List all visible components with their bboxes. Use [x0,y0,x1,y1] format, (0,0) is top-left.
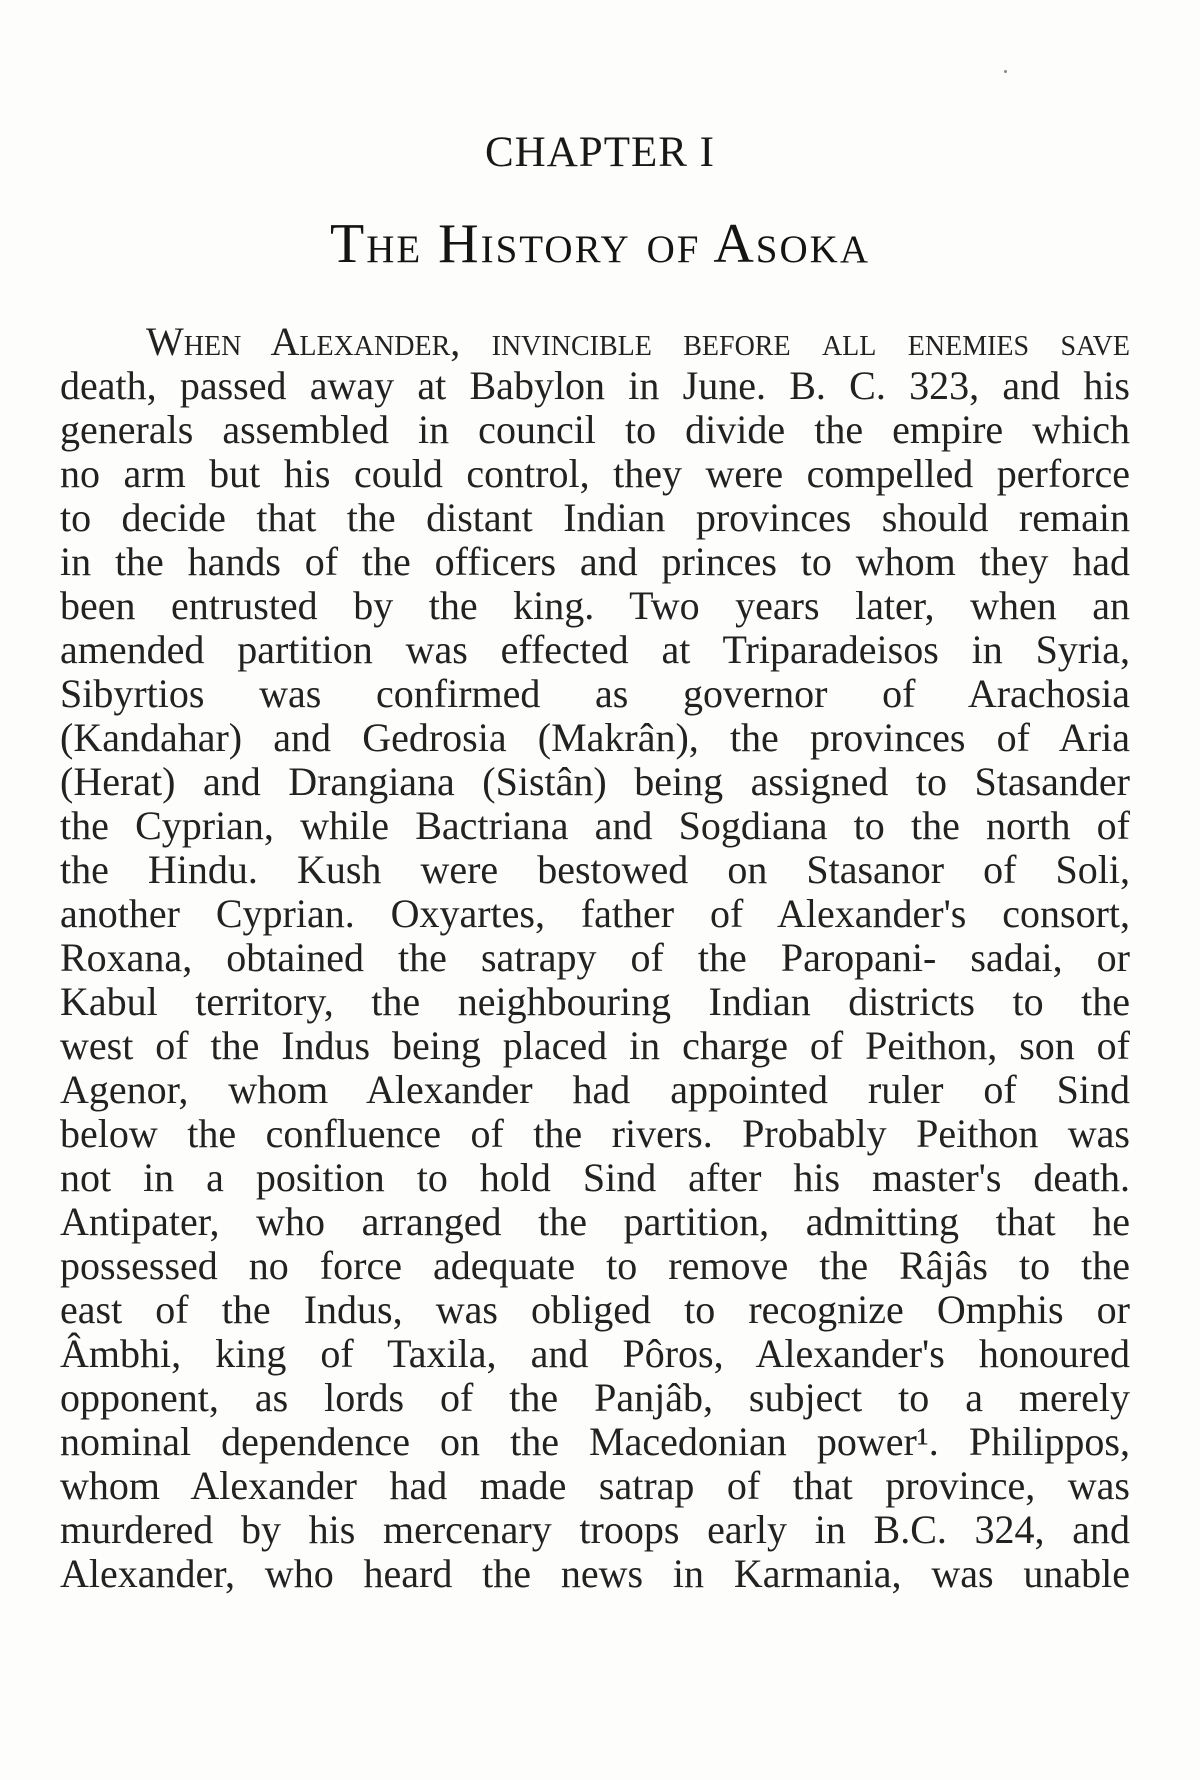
text-line: Âmbhi, king of Taxila, and Pôros, Alexander's honoured [60,1331,1130,1376]
text-line: Agenor, whom Alexander had appointed ruler of Sind [60,1067,1130,1112]
text-line: east of the Indus, was obliged to recognize Omphis or [60,1287,1130,1332]
text-line: Kabul territory, the neighbouring Indian districts to the [60,979,1130,1024]
text-line: (Herat) and Drangiana (Sistân) being assigned to Stasander [60,759,1130,804]
text-line: death, passed away at Babylon in June. B. C. 323, and his [60,363,1130,408]
text-line: Sibyrtios was confirmed as governor of Arachosia [60,671,1130,716]
text-line: opponent, as lords of the Panjâb, subject to a merely [60,1375,1130,1420]
text-line: west of the Indus being placed in charge of Peithon, son of [60,1023,1130,1068]
text-line: Antipater, who arranged the partition, admitting that he [60,1199,1130,1244]
text-line: possessed no force adequate to remove the Râjâs to the [60,1243,1130,1288]
chapter-title: The History of Asoka [329,213,870,275]
opening-line: When Alexander, invincible before all enemies save [146,319,1130,364]
text-line: not in a position to hold Sind after his master's death. [60,1155,1130,1200]
chapter-label: CHAPTER I [485,129,715,176]
text-line: no arm but his could control, they were compelled perforce [60,451,1130,496]
text-line: the Cyprian, while Bactriana and Sogdiana to the north of [60,803,1130,848]
text-line: generals assembled in council to divide the empire which [60,407,1130,452]
text-line: Alexander, who heard the news in Karmania, was unable [60,1551,1130,1596]
text-line: (Kandahar) and Gedrosia (Makrân), the provinces of Aria [60,715,1130,760]
text-line: amended partition was effected at Triparadeisos in Syria, [60,627,1130,672]
text-line: been entrusted by the king. Two years later, when an [60,583,1130,628]
text-line: in the hands of the officers and princes to whom they had [60,539,1130,584]
text-line: the Hindu. Kush were bestowed on Stasanor of Soli, [60,847,1130,892]
text-line: another Cyprian. Oxyartes, father of Alexander's consort, [60,891,1130,936]
speck-mark [1004,70,1007,73]
text-line: murdered by his mercenary troops early in B.C. 324, and [60,1507,1130,1552]
text-line: Roxana, obtained the satrapy of the Paropani- sadai, or [60,935,1130,980]
text-line: to decide that the distant Indian provinces should remain [60,495,1130,540]
text-line: below the confluence of the rivers. Probably Peithon was [60,1111,1130,1156]
text-line-first [146,318,1130,366]
text-line: nominal dependence on the Macedonian power¹. Philippos, [60,1419,1130,1464]
text-line: whom Alexander had made satrap of that province, was [60,1463,1130,1508]
